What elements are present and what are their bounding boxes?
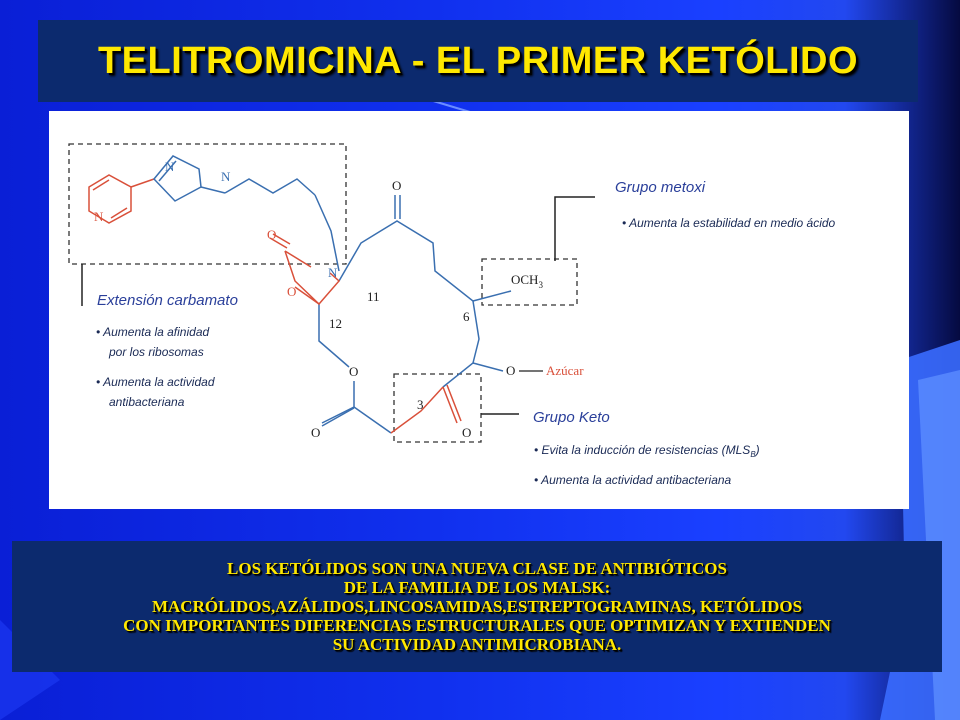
description-line-4: CON IMPORTANTES DIFERENCIAS ESTRUCTURALES QUE OPTIMIZAN Y EXTIENDEN	[123, 616, 831, 635]
metoxi-heading: Grupo metoxi	[615, 179, 706, 196]
atom-o-keto: O	[462, 425, 472, 440]
carbamato-bullet-3: • Aumenta la actividad	[96, 375, 215, 389]
keto-bullet-1-subscript: B	[750, 450, 756, 459]
atom-och3-subscript: 3	[538, 280, 543, 290]
description-line-2: DE LA FAMILIA DE LOS MALSK:	[343, 578, 611, 597]
carbamato-bullet-2: por los ribosomas	[109, 345, 204, 359]
position-3: 3	[417, 397, 424, 412]
atom-o-ester-double: O	[311, 425, 321, 440]
sugar-label: Azúcar	[546, 363, 584, 378]
position-12: 12	[329, 316, 342, 331]
page-title: TELITROMICINA - EL PRIMER KETÓLIDO	[97, 39, 859, 82]
molecule-figure	[49, 111, 909, 509]
description-line-5: SU ACTIVIDAD ANTIMICROBIANA.	[332, 635, 622, 654]
keto-bullet-1-text: • Evita la inducción de resistencias (MLS	[534, 443, 751, 457]
atom-n-pyridine: N	[94, 209, 104, 224]
imidazole-ring	[154, 156, 339, 271]
description-line-1: LOS KETÓLIDOS SON UNA NUEVA CLASE DE ANTIBIÓTICOS	[227, 559, 727, 578]
carbamato-bullet-4: antibacteriana	[109, 395, 185, 409]
atom-o-sugar: O	[506, 363, 516, 378]
description-panel	[12, 541, 942, 672]
atom-n-carbamate: N	[328, 265, 338, 280]
carbamate-dashed-box	[69, 144, 346, 264]
keto-bullet-1	[534, 443, 760, 459]
atom-och3-label: OCH	[511, 272, 539, 287]
macrolide-ring	[319, 195, 511, 433]
atom-n-imidazole-2: N	[221, 169, 231, 184]
keto-group	[391, 385, 461, 433]
metoxi-leader	[555, 197, 595, 261]
metoxi-bullet-1: • Aumenta la estabilidad en medio ácido	[622, 216, 836, 230]
telithromycin-structure	[49, 111, 909, 509]
title-banner	[38, 20, 918, 102]
atom-o-top: O	[392, 178, 402, 193]
atom-o-carbamate: O	[267, 227, 277, 242]
atom-n-imidazole-1: N	[165, 159, 175, 174]
position-11: 11	[367, 289, 380, 304]
atom-o-ring: O	[287, 284, 297, 299]
atom-och3	[511, 272, 543, 290]
carbamato-heading: Extensión carbamato	[97, 292, 238, 309]
keto-bullet-2: • Aumenta la actividad antibacteriana	[534, 473, 732, 487]
description-line-3: MACRÓLIDOS,AZÁLIDOS,LINCOSAMIDAS,ESTREPTOGRAMINAS, KETÓLIDOS	[151, 597, 803, 616]
position-6: 6	[463, 309, 470, 324]
atom-o-ester: O	[349, 364, 359, 379]
carbamato-bullet-1: • Aumenta la afinidad	[96, 325, 210, 339]
keto-heading: Grupo Keto	[533, 409, 610, 426]
keto-bullet-1-close: )	[755, 443, 760, 457]
